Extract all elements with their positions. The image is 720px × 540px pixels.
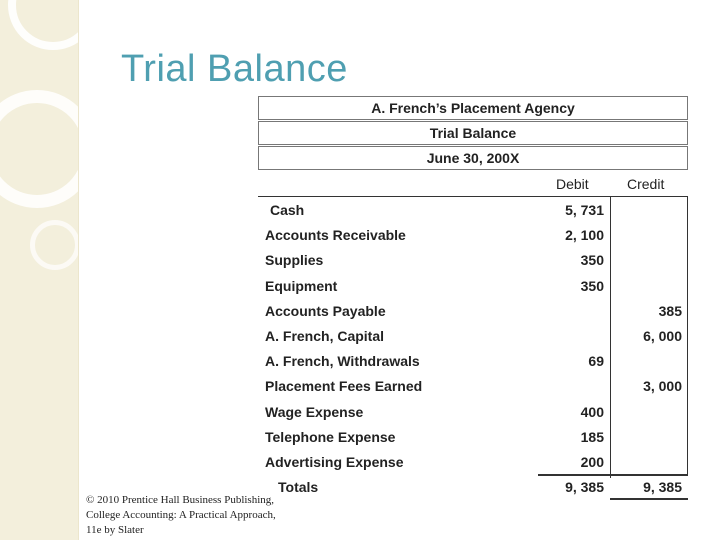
credit-header: Credit: [627, 176, 665, 192]
company-name: A. French’s Placement Agency: [258, 96, 688, 120]
divider: [78, 0, 79, 540]
debit-header: Debit: [556, 176, 589, 192]
totals-label: Totals: [278, 479, 319, 495]
totals-rule: [538, 474, 688, 476]
debit-amount: 69: [588, 353, 604, 369]
account-name: A. French, Capital: [265, 328, 385, 344]
account-name: Cash: [270, 202, 305, 218]
account-name: Equipment: [265, 278, 338, 294]
account-name: A. French, Withdrawals: [265, 353, 420, 369]
column-divider: [610, 196, 611, 478]
report-date: June 30, 200X: [258, 146, 688, 170]
copyright-line: © 2010 Prentice Hall Business Publishing,: [86, 494, 275, 506]
copyright-notice: [86, 493, 276, 538]
decorative-circle: [30, 220, 80, 270]
account-name: Accounts Receivable: [265, 227, 406, 243]
report-name: Trial Balance: [258, 121, 688, 145]
debit-amount: 350: [580, 278, 604, 294]
account-name: Placement Fees Earned: [265, 378, 423, 394]
decorative-circle: [0, 90, 96, 208]
debit-amount: 5, 731: [565, 202, 604, 218]
debit-amount: 200: [580, 454, 604, 470]
totals-debit: 9, 385: [565, 479, 604, 495]
account-name: Accounts Payable: [265, 303, 386, 319]
totals-credit: 9, 385: [643, 479, 682, 495]
debit-amount: 2, 100: [565, 227, 604, 243]
account-name: Wage Expense: [265, 404, 364, 420]
decorative-circle: [8, 0, 98, 50]
account-name: Telephone Expense: [265, 429, 396, 445]
table-border: [687, 196, 688, 476]
credit-amount: 3, 000: [643, 378, 682, 394]
debit-amount: 185: [580, 429, 604, 445]
table-border: [258, 196, 688, 197]
account-name: Supplies: [265, 252, 324, 268]
debit-amount: 400: [580, 404, 604, 420]
totals-double-rule: [610, 498, 688, 500]
credit-amount: 385: [658, 303, 682, 319]
credit-amount: 6, 000: [643, 328, 682, 344]
slide-title: Trial Balance: [121, 48, 348, 90]
copyright-line: 11e by Slater: [86, 524, 144, 536]
decorative-sidebar: [0, 0, 78, 540]
copyright-line: College Accounting: A Practical Approach,: [86, 509, 276, 521]
debit-amount: 350: [580, 252, 604, 268]
account-name: Advertising Expense: [265, 454, 404, 470]
